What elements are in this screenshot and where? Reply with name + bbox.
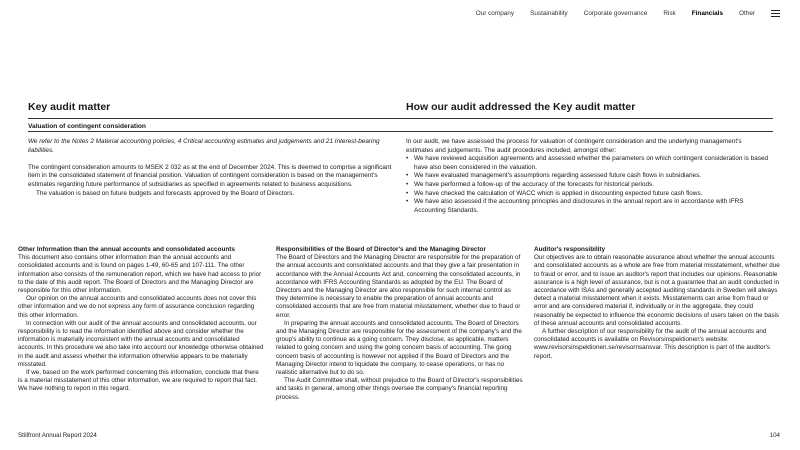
board-responsibilities-heading: Responsibilities of the Board of Director's and the Managing Director (276, 246, 486, 253)
nav-financials[interactable]: Financials (691, 10, 724, 18)
other-information-heading: Other Information than the annual accounts and consolidated accounts (18, 246, 235, 253)
nav-other[interactable]: Other (739, 10, 755, 18)
column-paragraph: The Audit Committee shall, without prejudice to the Board of Director's responsibilities and tasks in general, among other things oversee the company's financial reporting process. (276, 377, 523, 401)
audit-response-heading: How our audit addressed the Key audit matter (406, 101, 636, 113)
hamburger-menu-icon[interactable] (771, 10, 780, 17)
audit-response-intro: In our audit, we have assessed the process for valuation of contingent consideration and the underlying management's estimates and judgements. The audit procedures included, amongst other: (406, 138, 742, 154)
nav-our-company[interactable]: Our company (475, 10, 515, 18)
matter-subtitle: Valuation of contingent consideration (28, 123, 146, 130)
notes-reference: We refer to the Notes 2 Material accounting policies, 4 Critical accounting estimates and judgements and 21 Interest-bearing liabilities. (28, 138, 380, 154)
column-paragraph: This document also contains other information than the annual accounts and consolidated accounts and is found on pages 1-49, 60-65 and 107-111. The other information also consists of the remuneration report, which we have had access to prior to the date of this audit report. The Board of Directors and the Managing Director are responsible for this other information. (18, 254, 262, 295)
column-paragraph: In preparing the annual accounts and consolidated accounts, The Board of Directors and the Managing Director are responsible for the assessment of the company's and the group's ability to continue as a going concern. They disclose, as applicable, matters related to going concern and using the going concern basis of accounting. The going concern basis of accounting is however not applied if the Board of Directors and the Managing Director intend to liquidate the company, to cease operations, or has no realistic alternative but to do so. (276, 319, 522, 377)
contingent-consideration-paragraph: The contingent consideration amounts to MSEK 2 032 as at the end of December 2024. This is deemed to comprise a significant item in the consolidated statement of financial position. Valuation of contingent consideration is based on the management's estimates regarding future performance of subsidiaries as specified in agreements related to business acquisitions. (28, 163, 392, 188)
column-paragraph: In connection with our audit of the annual accounts and consolidated accounts, our responsibility is to read the information identified above and consider whether the information is materially inconsistent with the annual accounts and consolidated accounts. In this procedure we also take into account our knowledge otherwise obtained in the audit and assess whether the information otherwise appears to be materially misstated. (18, 319, 264, 368)
list-item: • We have checked the calculation of WACC which is applied in discounting expected future cash flows. (414, 190, 770, 199)
divider-subtitle (28, 131, 773, 132)
nav-corporate-governance[interactable]: Corporate governance (583, 10, 648, 18)
audit-procedures-list (406, 155, 770, 215)
auditor-responsibility-heading: Auditor's responsibility (534, 246, 606, 253)
list-item: • We have evaluated management's assumptions regarding assessed future cash flows in subsidiaries. (414, 172, 770, 181)
valuation-basis-paragraph: The valuation is based on future budgets and forecasts approved by the Board of Directors. (36, 189, 295, 197)
key-audit-matter-heading: Key audit matter (28, 101, 111, 113)
top-navigation (460, 10, 780, 17)
page-number: 104 (769, 432, 780, 439)
list-item: • We have also assessed if the accounting principles and disclosures in the annual report are in accordance with IFRS Accounting Standards. (414, 198, 770, 215)
key-audit-matter-text (28, 138, 393, 198)
column-paragraph: The Board of Directors and the Managing Director are responsible for the preparation of the annual accounts and consolidated accounts and that they give a fair presentation in accordance with the Annual Accounts Act and, concerning the consolidated accounts, in accordance with IFRS Accounting Standards as adopted by the EU. The Board of Directors and the Managing Director are also responsible for such internal control as they determine is necessary to enable the preparation of annual accounts and consolidated accounts that are free from material misstatement, whether due to fraud or error. (276, 254, 521, 319)
list-item: • We have reviewed acquisition agreements and assessed whether the parameters on which contingent consideration is based have also been considered in the valuation. (414, 155, 770, 172)
other-information-column (18, 246, 265, 394)
divider-top (28, 118, 773, 119)
auditor-responsibility-column (534, 246, 781, 361)
list-item: • We have performed a follow-up of the accuracy of the forecasts for historical periods. (414, 181, 770, 190)
column-paragraph: Our objectives are to obtain reasonable assurance about whether the annual accounts and consolidated accounts as a whole are free from material misstatement, whether due to fraud or error, and to issue an auditor's report that includes our opinions. Reasonable assurance is a high level of assurance, but is not a guarantee that an audit conducted in accordance with ISAs and generally accepted auditing standards in Sweden will always detect a material misstatement when it exists. Misstatements can arise from fraud or error and are considered material if, individually or in the aggregate, they could reasonably be expected to influence the economic decisions of users taken on the basis of these annual accounts and consolidated accounts. (534, 254, 780, 327)
nav-risk[interactable]: Risk (663, 10, 676, 18)
board-responsibilities-column (276, 246, 523, 402)
audit-response-text (406, 138, 770, 215)
column-paragraph: If we, based on the work performed concerning this information, conclude that there is a material misstatement of this other information, we are required to report that fact. We have nothing to report in this regard. (18, 369, 259, 393)
nav-sustainability[interactable]: Sustainability (530, 10, 568, 18)
column-paragraph: A further description of our responsibility for the audit of the annual accounts and consolidated accounts is available on Revisorsinspektionen's website: www.revisorsinspektionen.se/revisornsansvar. This description is part of the auditor's report. (534, 328, 770, 360)
column-paragraph: Our opinion on the annual accounts and consolidated accounts does not cover this other information and we do not express any form of assurance conclusion regarding this other information. (18, 295, 257, 319)
footer-report-title: Stillfront Annual Report 2024 (18, 432, 97, 439)
